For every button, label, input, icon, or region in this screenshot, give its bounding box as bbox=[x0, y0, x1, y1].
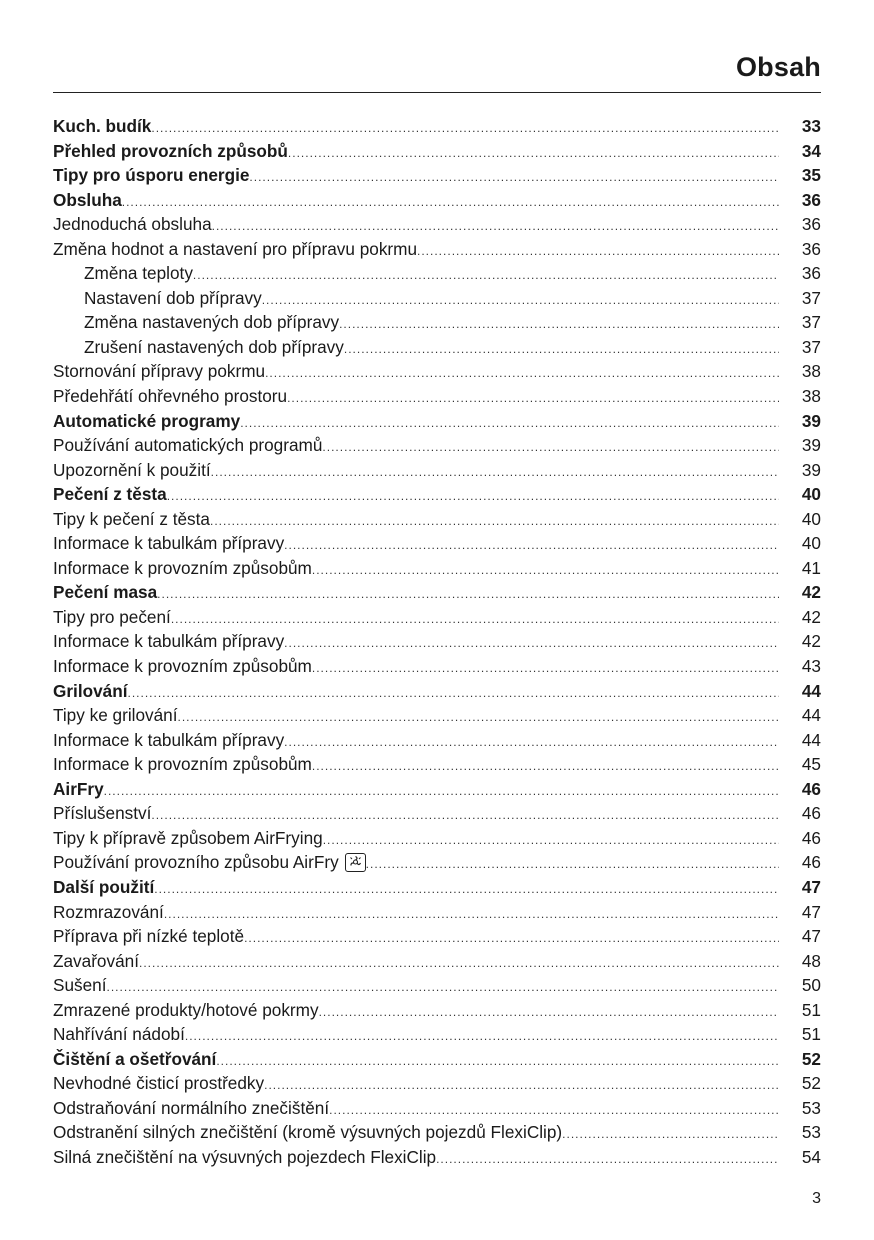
toc-entry-label: Obsluha bbox=[53, 189, 122, 210]
toc-entry[interactable] bbox=[53, 900, 821, 925]
toc-entry-label: Používání automatických programů bbox=[53, 435, 323, 456]
toc-entry[interactable] bbox=[53, 1022, 821, 1047]
toc-entry-label: Používání provozního způsobu AirFry bbox=[53, 852, 339, 873]
toc-entry[interactable] bbox=[53, 777, 821, 802]
leader-dots bbox=[193, 263, 779, 285]
toc-entry-label: Předehřátí ohřevného prostoru bbox=[53, 386, 288, 407]
table-of-contents bbox=[53, 114, 821, 1170]
toc-entry-page: 47 bbox=[801, 876, 821, 897]
toc-entry-page: 43 bbox=[801, 656, 821, 677]
toc-entry[interactable] bbox=[53, 384, 821, 409]
toc-entry-page: 47 bbox=[801, 901, 821, 922]
leader-dots bbox=[436, 1147, 779, 1169]
toc-entry-page: 46 bbox=[801, 778, 821, 799]
toc-entry[interactable] bbox=[53, 1120, 821, 1145]
leader-dots bbox=[240, 411, 779, 433]
toc-entry-page: 39 bbox=[801, 410, 821, 431]
toc-entry-page: 54 bbox=[801, 1146, 821, 1167]
leader-dots bbox=[562, 1122, 779, 1144]
toc-entry-label: Přehled provozních způsobů bbox=[53, 140, 288, 161]
toc-entry[interactable] bbox=[53, 261, 821, 286]
toc-entry[interactable] bbox=[53, 973, 821, 998]
toc-entry[interactable] bbox=[53, 335, 821, 360]
leader-dots bbox=[339, 312, 779, 334]
leader-dots bbox=[249, 165, 779, 187]
leader-dots bbox=[366, 852, 779, 874]
leader-dots bbox=[139, 951, 779, 973]
toc-entry-label: Stornování přípravy pokrmu bbox=[53, 361, 266, 382]
toc-entry-page: 42 bbox=[801, 631, 821, 652]
toc-entry-page: 46 bbox=[801, 827, 821, 848]
toc-entry[interactable] bbox=[53, 654, 821, 679]
toc-entry-page: 46 bbox=[801, 852, 821, 873]
toc-entry[interactable] bbox=[53, 286, 821, 311]
toc-entry-label: Sušení bbox=[53, 975, 107, 996]
toc-entry-page: 51 bbox=[801, 999, 821, 1020]
toc-entry-page: 36 bbox=[801, 214, 821, 235]
toc-entry-label: Nevhodné čisticí prostředky bbox=[53, 1073, 265, 1094]
toc-entry-page: 40 bbox=[801, 533, 821, 554]
toc-entry-page: 52 bbox=[801, 1073, 821, 1094]
toc-entry-page: 46 bbox=[801, 803, 821, 824]
toc-entry-page: 41 bbox=[801, 557, 821, 578]
toc-entry-label: Změna hodnot a nastavení pro přípravu pokrmu bbox=[53, 238, 418, 259]
leader-dots bbox=[122, 190, 779, 212]
toc-entry-label: Informace k provozním způsobům bbox=[53, 754, 312, 775]
page-title: Obsah bbox=[735, 52, 821, 82]
toc-entry-label: Čištění a ošetřování bbox=[53, 1048, 217, 1069]
toc-entry-label: Grilování bbox=[53, 680, 128, 701]
leader-dots bbox=[244, 926, 779, 948]
leader-dots bbox=[312, 558, 779, 580]
toc-entry-page: 37 bbox=[801, 336, 821, 357]
leader-dots bbox=[164, 902, 779, 924]
leader-dots bbox=[128, 681, 780, 703]
toc-entry-label: Zmrazené produkty/hotové pokrmy bbox=[53, 999, 319, 1020]
leader-dots bbox=[167, 484, 779, 506]
toc-entry-label: Další použití bbox=[53, 876, 155, 897]
leader-dots bbox=[157, 582, 779, 604]
toc-entry[interactable] bbox=[53, 850, 821, 875]
airfry-icon bbox=[345, 853, 366, 872]
toc-entry-page: 33 bbox=[801, 116, 821, 136]
toc-entry-label: AirFry bbox=[53, 778, 104, 799]
toc-entry[interactable] bbox=[53, 507, 821, 532]
toc-entry-label: Nastavení dob přípravy bbox=[84, 287, 262, 308]
leader-dots bbox=[312, 754, 779, 776]
toc-entry-page: 44 bbox=[801, 680, 821, 701]
leader-dots bbox=[104, 779, 779, 801]
leader-dots bbox=[284, 533, 779, 555]
leader-dots bbox=[210, 509, 779, 531]
toc-entry[interactable] bbox=[53, 875, 821, 900]
leader-dots bbox=[212, 214, 779, 236]
toc-entry-page: 36 bbox=[801, 189, 821, 210]
toc-entry-label: Nahřívání nádobí bbox=[53, 1024, 185, 1045]
toc-entry-page: 51 bbox=[801, 1024, 821, 1045]
toc-entry[interactable] bbox=[53, 629, 821, 654]
toc-entry-page: 45 bbox=[801, 754, 821, 775]
leader-dots bbox=[171, 607, 779, 629]
toc-entry[interactable] bbox=[53, 949, 821, 974]
leader-dots bbox=[107, 975, 779, 997]
leader-dots bbox=[154, 877, 779, 899]
leader-dots bbox=[323, 828, 779, 850]
toc-entry-page: 53 bbox=[801, 1122, 821, 1143]
toc-entry-page: 48 bbox=[801, 950, 821, 971]
toc-entry-label: Zrušení nastavených dob přípravy bbox=[84, 336, 344, 357]
toc-entry-page: 50 bbox=[801, 975, 821, 996]
leader-dots bbox=[319, 1000, 779, 1022]
leader-dots bbox=[265, 361, 779, 383]
toc-entry-page: 44 bbox=[801, 705, 821, 726]
toc-entry-page: 39 bbox=[801, 435, 821, 456]
toc-entry-label: Tipy pro úsporu energie bbox=[53, 165, 250, 186]
toc-entry-page: 52 bbox=[801, 1048, 821, 1069]
toc-entry[interactable] bbox=[53, 1145, 821, 1170]
toc-entry-label: Informace k provozním způsobům bbox=[53, 557, 312, 578]
toc-entry[interactable] bbox=[53, 556, 821, 581]
toc-entry-label: Odstraňování normálního znečištění bbox=[53, 1097, 330, 1118]
toc-entry-label: Informace k tabulkám přípravy bbox=[53, 631, 285, 652]
toc-entry-label: Automatické programy bbox=[53, 410, 241, 431]
toc-entry-label: Příslušenství bbox=[53, 803, 152, 824]
toc-entry[interactable] bbox=[53, 458, 821, 483]
toc-entry-page: 47 bbox=[801, 926, 821, 947]
toc-entry-page: 37 bbox=[801, 312, 821, 333]
toc-entry-page: 42 bbox=[801, 582, 821, 603]
toc-entry-page: 44 bbox=[801, 729, 821, 750]
leader-dots bbox=[151, 803, 779, 825]
toc-entry-label: Informace k tabulkám přípravy bbox=[53, 533, 285, 554]
toc-entry[interactable] bbox=[53, 580, 821, 605]
toc-entry-page: 39 bbox=[801, 459, 821, 480]
toc-entry[interactable] bbox=[53, 531, 821, 556]
toc-entry[interactable] bbox=[53, 1096, 821, 1121]
leader-dots bbox=[417, 239, 779, 261]
toc-entry-page: 34 bbox=[801, 140, 821, 161]
toc-entry-label: Jednoduchá obsluha bbox=[53, 214, 212, 235]
toc-entry[interactable] bbox=[53, 679, 821, 704]
toc-entry-page: 35 bbox=[801, 165, 821, 186]
toc-entry-page: 40 bbox=[801, 484, 821, 505]
leader-dots bbox=[216, 1049, 779, 1071]
toc-entry-label: Pečení masa bbox=[53, 582, 158, 603]
toc-entry[interactable] bbox=[53, 482, 821, 507]
toc-entry-label: Kuch. budík bbox=[53, 116, 152, 136]
toc-entry-label: Silná znečištění na výsuvných pojezdech FlexiClip bbox=[53, 1146, 437, 1167]
toc-entry-page: 36 bbox=[801, 263, 821, 284]
toc-entry-page: 53 bbox=[801, 1097, 821, 1118]
toc-entry[interactable] bbox=[53, 924, 821, 949]
toc-entry-page: 40 bbox=[801, 508, 821, 529]
toc-entry-label: Rozmrazování bbox=[53, 901, 164, 922]
toc-entry[interactable] bbox=[53, 188, 821, 213]
toc-entry-label: Tipy k přípravě způsobem AirFrying bbox=[53, 827, 323, 848]
toc-entry[interactable] bbox=[53, 409, 821, 434]
toc-entry[interactable] bbox=[53, 998, 821, 1023]
leader-dots bbox=[312, 656, 779, 678]
toc-entry[interactable] bbox=[53, 801, 821, 826]
leader-dots bbox=[288, 141, 779, 163]
toc-entry-page: 38 bbox=[801, 386, 821, 407]
header-rule bbox=[53, 92, 821, 93]
leader-dots bbox=[262, 288, 779, 310]
toc-entry-page: 37 bbox=[801, 287, 821, 308]
toc-entry-page: 42 bbox=[801, 606, 821, 627]
leader-dots bbox=[284, 631, 779, 653]
toc-entry-label: Změna nastavených dob přípravy bbox=[84, 312, 340, 333]
toc-entry-label: Informace k provozním způsobům bbox=[53, 656, 312, 677]
toc-entry-page: 38 bbox=[801, 361, 821, 382]
toc-entry-label: Pečení z těsta bbox=[53, 484, 167, 505]
toc-entry[interactable] bbox=[53, 359, 821, 384]
toc-entry-label: Tipy pro pečení bbox=[53, 606, 171, 627]
toc-entry-label: Odstranění silných znečištění (kromě výsuvných pojezdů FlexiClip) bbox=[53, 1122, 563, 1143]
leader-dots bbox=[344, 337, 779, 359]
toc-entry[interactable] bbox=[53, 752, 821, 777]
leader-dots bbox=[287, 386, 779, 408]
toc-entry-label: Zavařování bbox=[53, 950, 139, 971]
toc-entry[interactable] bbox=[53, 703, 821, 728]
leader-dots bbox=[264, 1073, 779, 1095]
toc-entry-label: Informace k tabulkám přípravy bbox=[53, 729, 285, 750]
toc-entry[interactable] bbox=[53, 728, 821, 753]
toc-entry[interactable] bbox=[53, 310, 821, 335]
toc-entry[interactable] bbox=[53, 237, 821, 262]
toc-entry[interactable] bbox=[53, 212, 821, 237]
toc-entry[interactable] bbox=[53, 1047, 821, 1072]
leader-dots bbox=[178, 705, 780, 727]
toc-entry-label: Tipy k pečení z těsta bbox=[53, 508, 210, 529]
toc-entry-page: 36 bbox=[801, 238, 821, 259]
leader-dots bbox=[185, 1024, 779, 1046]
toc-entry-label: Změna teploty bbox=[84, 263, 193, 284]
leader-dots bbox=[284, 730, 779, 752]
leader-dots bbox=[322, 435, 779, 457]
toc-entry-label: Upozornění k použití bbox=[53, 459, 211, 480]
page-number: 3 bbox=[812, 1190, 821, 1207]
toc-entry[interactable] bbox=[53, 114, 821, 139]
toc-entry[interactable] bbox=[53, 605, 821, 630]
toc-entry[interactable] bbox=[53, 826, 821, 851]
toc-entry[interactable] bbox=[53, 433, 821, 458]
toc-entry[interactable] bbox=[53, 163, 821, 188]
leader-dots bbox=[151, 116, 779, 138]
toc-entry[interactable] bbox=[53, 1071, 821, 1096]
toc-entry[interactable] bbox=[53, 139, 821, 164]
leader-dots bbox=[211, 460, 779, 482]
toc-entry-label: Tipy ke grilování bbox=[53, 705, 178, 726]
leader-dots bbox=[329, 1098, 779, 1120]
toc-entry-label: Příprava při nízké teplotě bbox=[53, 926, 245, 947]
